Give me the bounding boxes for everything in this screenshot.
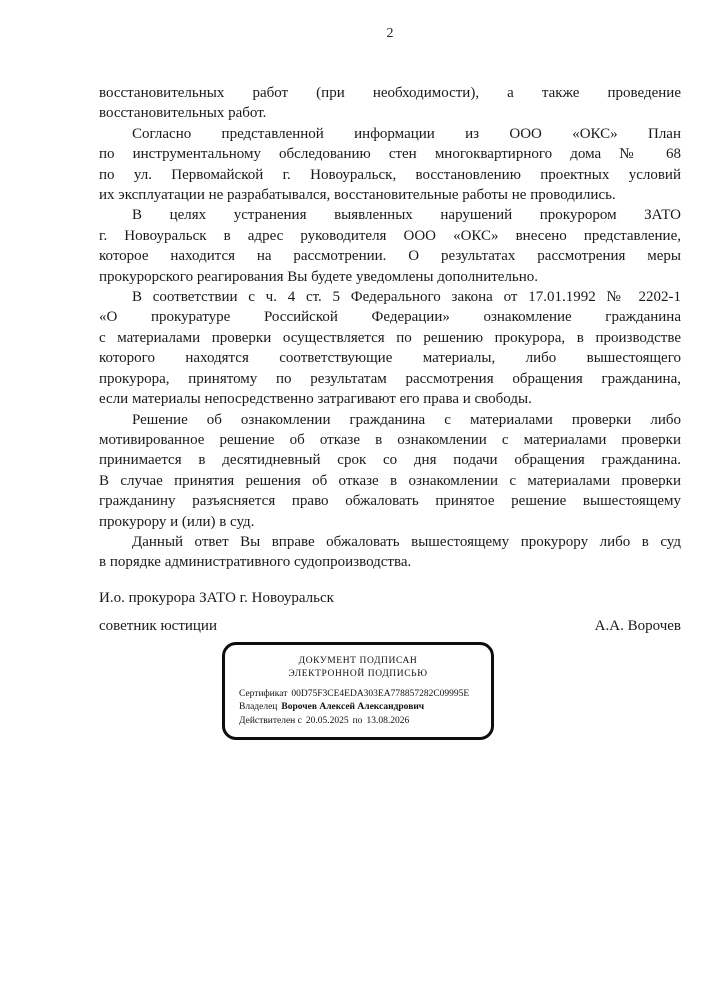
text-line: в порядке административного судопроизводства. — [99, 554, 412, 571]
text-line: если материалы непосредственно затрагивают его права и свободы. — [99, 391, 532, 408]
validity-from: 20.05.2025 — [305, 715, 349, 726]
text-line: Решение об ознакомлении гражданина с материалами проверки либо — [132, 411, 681, 428]
signatory-position: И.о. прокурора ЗАТО г. Новоуральск — [99, 589, 334, 606]
text-line: В целях устранения выявленных нарушений прокурором ЗАТО — [132, 207, 681, 224]
text-line: гражданину разъясняется право обжаловать принятое решение вышестоящему — [99, 493, 681, 510]
text-line: мотивированное решение об отказе в ознакомлении с материалами проверки — [99, 431, 681, 448]
digital-signature-stamp — [222, 642, 494, 740]
text-line: В случае принятия решения об отказе в ознакомлении с материалами проверки — [99, 472, 681, 489]
text-line: по инструментальному обследованию стен многоквартирного дома № 68 — [99, 146, 681, 163]
certificate-label: Сертификат — [239, 688, 288, 699]
stamp-owner-line — [239, 701, 477, 715]
text-line: прокурору и (или) в суд. — [99, 513, 255, 530]
certificate-value: 00D75F3CE4EDA303EA778857282C09995E — [291, 688, 470, 699]
text-line: прокурорского реагирования Вы будете уведомлены дополнительно. — [99, 268, 539, 285]
page-number: 2 — [386, 26, 394, 41]
text-line: по ул. Первомайской г. Новоуральск, восстановлению проектных условий — [99, 166, 681, 183]
owner-label: Владелец — [239, 702, 278, 713]
validity-to-label: по — [352, 715, 363, 726]
validity-label: Действителен с — [239, 715, 302, 726]
text-line: которое находится на рассмотрении. О результатах рассмотрения меры — [99, 248, 681, 265]
signatory-name: А.А. Ворочев — [594, 618, 681, 635]
stamp-title-line2: ЭЛЕКТРОННОЙ ПОДПИСЬЮ — [288, 669, 428, 680]
text-line: В соответствии с ч. 4 ст. 5 Федерального закона от 17.01.1992 № 2202-1 — [132, 289, 681, 306]
text-line: восстановительных работ. — [99, 105, 267, 122]
signatory-rank: советник юстиции — [99, 618, 217, 635]
text-line: Согласно представленной информации из ООО «ОКС» План — [132, 125, 681, 142]
text-line: с материалами проверки осуществляется по решению прокурора, в производстве — [99, 329, 681, 346]
letter-body — [99, 83, 681, 573]
text-line: их эксплуатации не разрабатывался, восстановительные работы не проводились. — [99, 187, 616, 204]
text-line: г. Новоуральск в адрес руководителя ООО «ОКС» внесено представление, — [99, 227, 681, 244]
text-line: прокурора, принятому по результатам рассмотрения обращения гражданина, — [99, 370, 681, 387]
owner-name: Ворочев Алексей Александрович — [281, 702, 425, 713]
text-line: «О прокуратуре Российской Федерации» ознакомление гражданина — [99, 309, 681, 326]
signature-row — [99, 616, 681, 636]
stamp-certificate-line — [239, 688, 477, 702]
validity-to: 13.08.2026 — [366, 715, 410, 726]
stamp-title-line1: ДОКУМЕНТ ПОДПИСАН — [298, 655, 418, 666]
text-line: принимается в десятидневный срок со дня подачи обращения гражданина. — [99, 452, 681, 469]
text-line: Данный ответ Вы вправе обжаловать вышестоящему прокурору либо в суд — [132, 533, 681, 550]
text-line: которого находятся соответствующие материалы, либо вышестоящего — [99, 350, 681, 367]
stamp-title — [239, 655, 477, 682]
text-line: восстановительных работ (при необходимости), а также проведение — [99, 85, 681, 101]
stamp-validity-line — [239, 715, 477, 729]
